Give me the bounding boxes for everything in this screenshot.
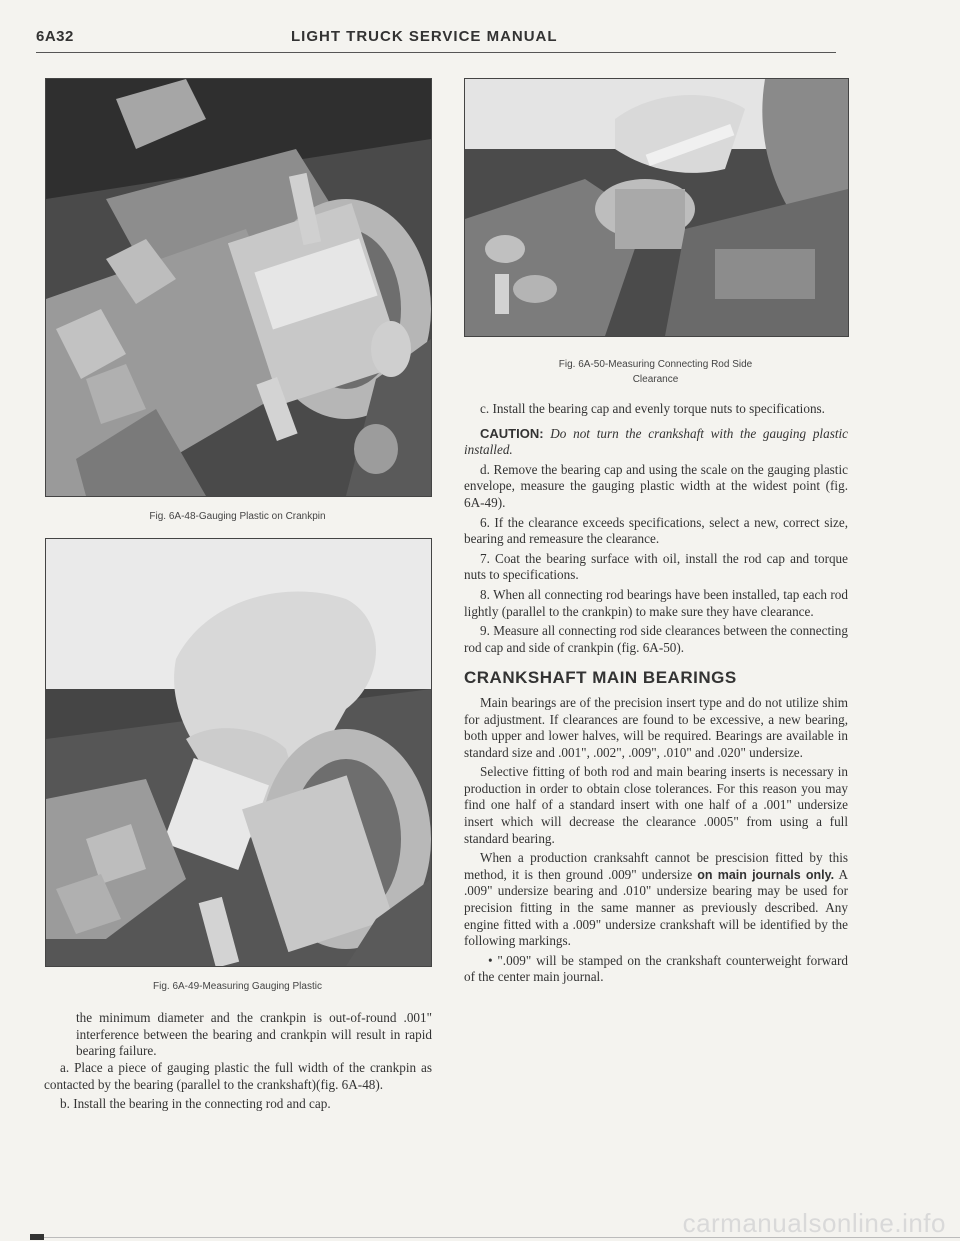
figure-6a-49-caption: Fig. 6A-49-Measuring Gauging Plastic: [153, 981, 322, 992]
main-bearings-paragraph-3-b: A .009" undersize bearing and .010" undersize bearing may be used for precision fitting in the same manner as previously described. Any engine fitted with a .009" undersize crankshaft will be identified by the following markings.: [464, 866, 848, 949]
main-bearings-paragraph-3: [464, 850, 848, 950]
manual-title: LIGHT TRUCK SERVICE MANUAL: [291, 28, 558, 45]
figure-6a-48-caption: Fig. 6A-48-Gauging Plastic on Crankpin: [149, 511, 326, 522]
section-title: CRANKSHAFT MAIN BEARINGS: [464, 668, 737, 688]
left-column-steps: [44, 1060, 432, 1116]
figure-6a-48-photo: [45, 78, 432, 497]
step-d: d. Remove the bearing cap and using the scale on the gauging plastic envelope, measure the gauging plastic width at the widest point (fig. 6A-49).: [464, 461, 848, 510]
page-code: 6A32: [36, 28, 74, 45]
caution-note: [464, 426, 848, 459]
figure-6a-50-caption-line2: Clearance: [632, 374, 679, 385]
left-column-text: [76, 1010, 432, 1063]
step-6: 6. If the clearance exceeds specifications, select a new, correct size, bearing and remeasure the clearance.: [464, 514, 848, 547]
page-header: [36, 28, 836, 56]
step-7: 7. Coat the bearing surface with oil, install the rod cap and torque nuts to specifications.: [464, 550, 848, 583]
step-b: b. Install the bearing in the connecting rod and cap.: [60, 1096, 331, 1112]
step-a: a. Place a piece of gauging plastic the full width of the crankpin as contacted by the bearing (parallel to the crankshaft)(fig. 6A-48).: [44, 1060, 432, 1092]
bullet-stamp-marking: • ".009" will be stamped on the crankshaft counterweight forward of the center main journal.: [464, 952, 848, 985]
step-8: 8. When all connecting rod bearings have been installed, tap each rod lightly (parallel to the crankpin) to make sure they have clearance.: [464, 586, 848, 619]
right-column-text: [464, 401, 848, 989]
header-rule: [36, 52, 836, 53]
figure-6a-49-photo: [45, 538, 432, 967]
figure-6a-50-caption: [464, 357, 847, 387]
watermark: carmanualsonline.info: [682, 1208, 946, 1238]
main-bearings-paragraph-3-a: When a production cranksahft cannot be prescision fitted by this method, it is then ground .009" undersize: [464, 850, 848, 882]
caution-label: CAUTION:: [480, 425, 544, 441]
main-bearings-paragraph-1: Main bearings are of the precision insert type and do not utilize shim for adjustment. If clearances are found to be excessive, a new bearing, both upper and lower halves, will be required. Bearings are available in standard size and .001", .002", .009", .010" and .020" undersize.: [464, 694, 848, 760]
figure-6a-50-photo: [464, 78, 849, 337]
main-bearings-paragraph-2: Selective fitting of both rod and main bearing inserts is necessary in production in order to obtain close tolerances. For this reason you may find one half of a standard insert with one half of a .001" undersize insert which will decrease the clearance .0005" from using a full standard bearing.: [464, 764, 848, 846]
step-9: 9. Measure all connecting rod side clearances between the connecting rod cap and side of crankpin (fig. 6A-50).: [464, 623, 848, 655]
step-c: c. Install the bearing cap and evenly torque nuts to specifications.: [480, 401, 825, 416]
paragraph-out-of-round: the minimum diameter and the crankpin is out-of-round .001" interference between the bearing and crankpin will result in rapid bearing failure.: [76, 1010, 432, 1059]
figure-6a-50-caption-line1: Fig. 6A-50-Measuring Connecting Rod Side: [558, 359, 753, 370]
main-journals-emphasis: on main journals only.: [697, 867, 835, 882]
caution-text: Do not turn the crankshaft with the gauging plastic installed.: [464, 425, 849, 458]
